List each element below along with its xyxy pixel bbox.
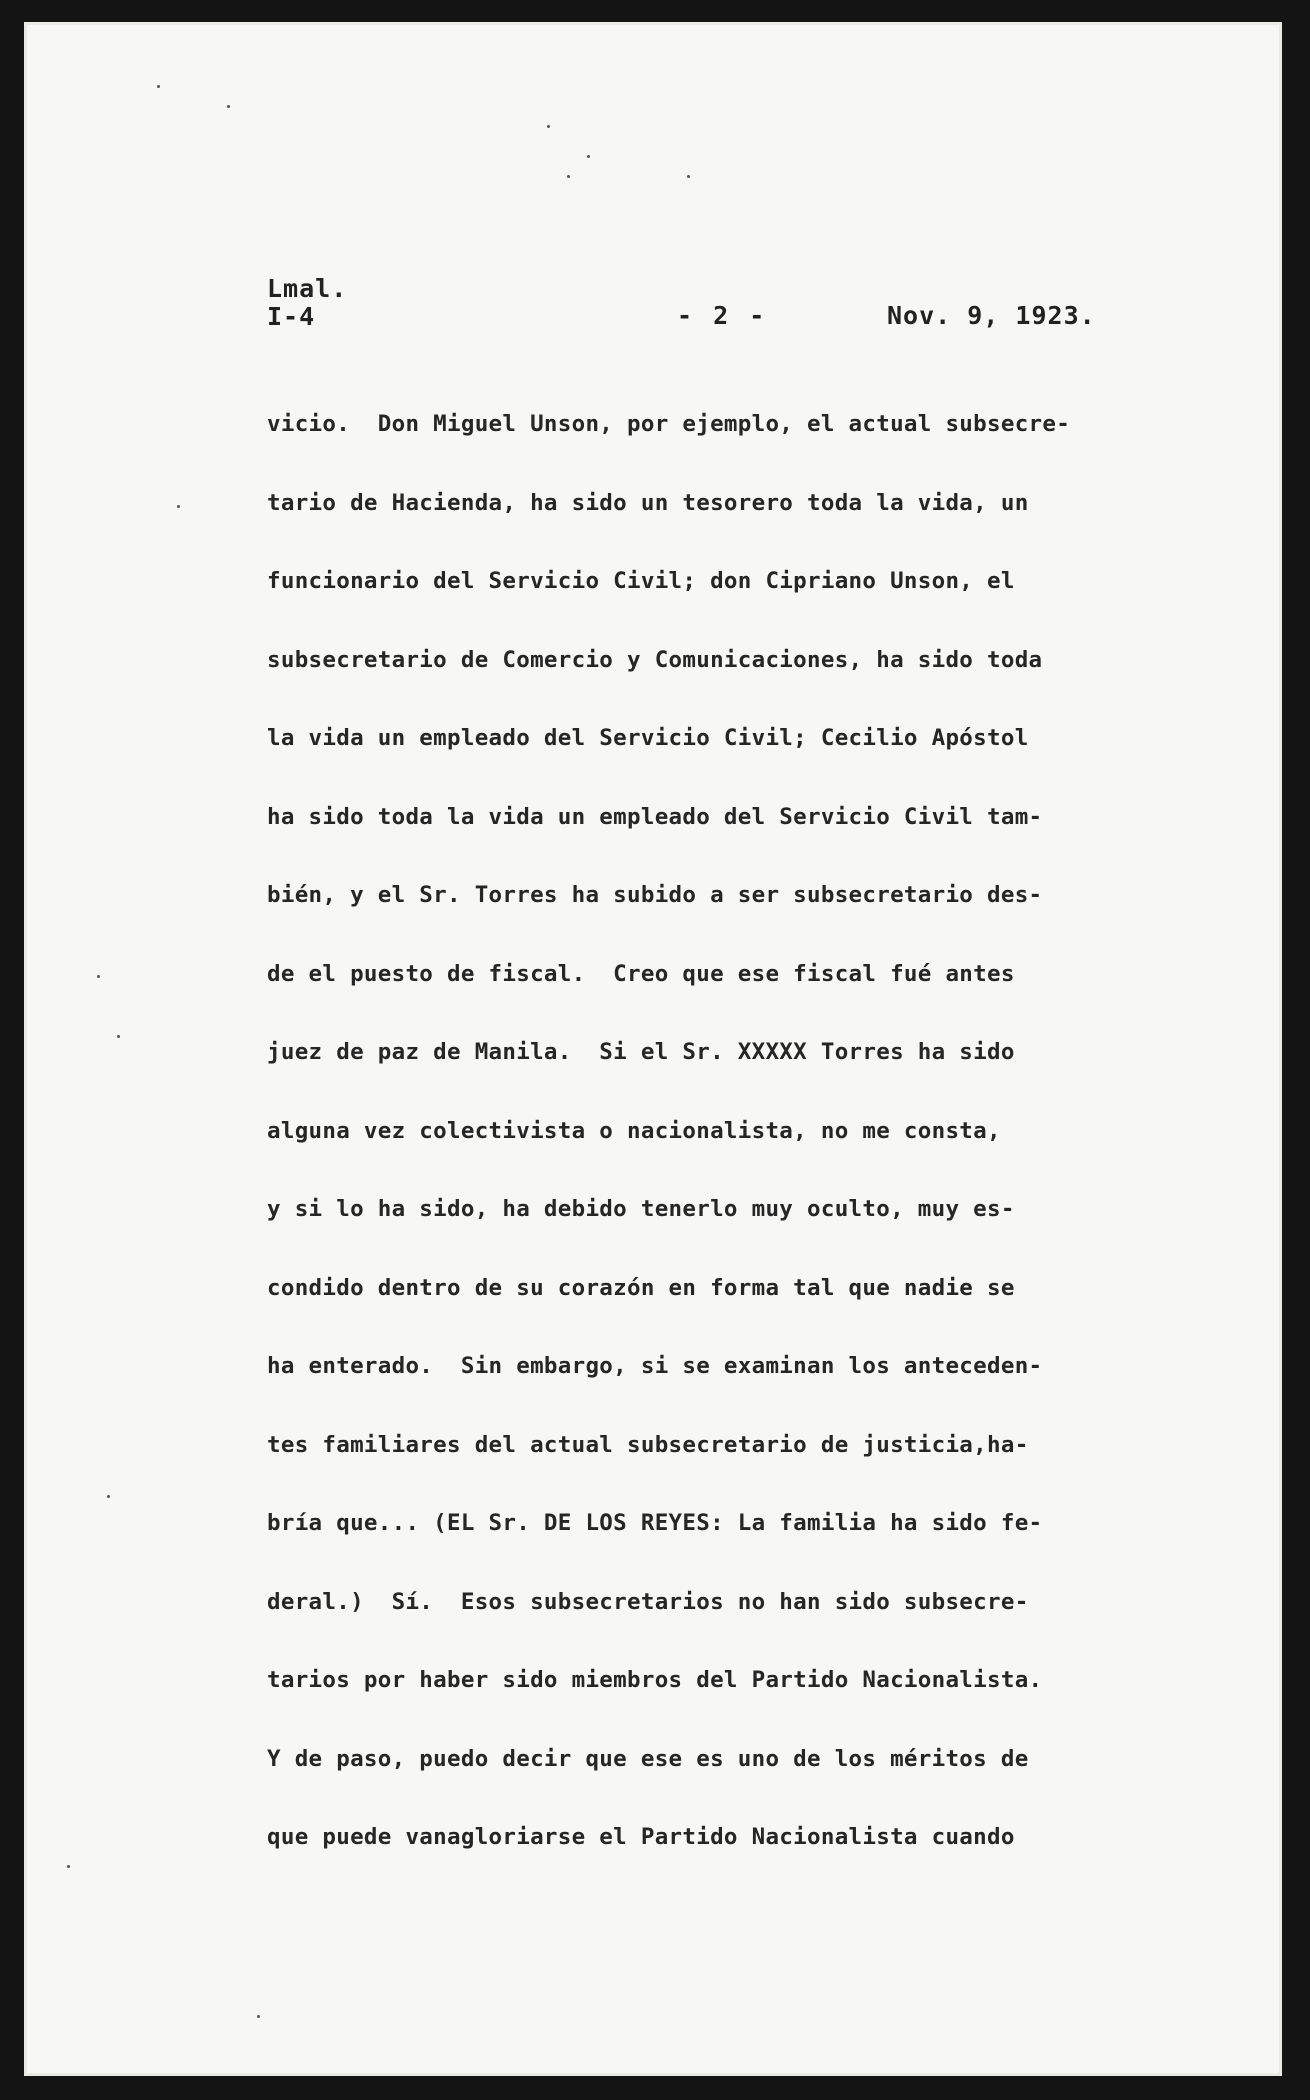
text-line: alguna vez colectivista o nacionalista, no me consta, — [267, 1117, 1001, 1144]
text-line: de el puesto de fiscal. Creo que ese fiscal fué antes — [267, 960, 1015, 987]
text-line: ha sido toda la vida un empleado del Servicio Civil tam- — [267, 803, 1043, 830]
page-header — [27, 275, 1279, 345]
scan-speck — [257, 2015, 260, 2018]
text-line: juez de paz de Manila. Si el Sr. XXXXX Torres ha sido — [267, 1039, 1015, 1065]
text-line: y si lo ha sido, ha debido tenerlo muy oculto, muy es- — [267, 1196, 1015, 1222]
text-line: deral.) Sí. Esos subsecretarios no han sido subsecre- — [267, 1588, 1029, 1615]
text-line: Y de paso, puedo decir que ese es uno de los méritos de — [267, 1745, 1029, 1772]
scan-speck — [177, 505, 180, 508]
text-line: vicio. Don Miguel Unson, por ejemplo, el actual subsecre- — [267, 411, 1071, 437]
document-date: Nov. 9, 1923. — [887, 301, 1096, 330]
text-line: funcionario del Servicio Civil; don Cipriano Unson, el — [267, 568, 1015, 594]
header-reference — [267, 275, 347, 331]
body-text — [267, 405, 1187, 1897]
header-reel: I-4 — [267, 302, 316, 331]
scan-speck — [687, 175, 690, 178]
text-line: la vida un empleado del Servicio Civil; Cecilio Apóstol — [267, 725, 1029, 751]
text-line: tarios por haber sido miembros del Partido Nacionalista. — [267, 1667, 1043, 1693]
scan-speck — [587, 155, 590, 158]
text-line: bién, y el Sr. Torres ha subido a ser subsecretario des- — [267, 882, 1043, 908]
text-line: que puede vanagloriarse el Partido Nacionalista cuando — [267, 1824, 1015, 1850]
text-line: bría que... (EL Sr. DE LOS REYES: La familia ha sido fe- — [267, 1510, 1043, 1536]
scan-speck — [547, 125, 550, 128]
text-line: tario de Hacienda, ha sido un tesorero toda la vida, un — [267, 489, 1029, 516]
typed-page — [24, 22, 1282, 2076]
text-line: condido dentro de su corazón en forma tal que nadie se — [267, 1274, 1015, 1301]
scan-speck — [67, 1865, 70, 1868]
scan-speck — [97, 975, 100, 978]
header-initials: Lmal. — [267, 274, 348, 303]
text-line: ha enterado. Sin embargo, si se examinan los anteceden- — [267, 1353, 1043, 1379]
text-line: subsecretario de Comercio y Comunicaciones, ha sido toda — [267, 646, 1043, 673]
scan-speck — [107, 1495, 110, 1498]
scan-speck — [567, 175, 570, 178]
page-number: - 2 - — [677, 301, 768, 330]
scan-speck — [117, 1035, 120, 1038]
scan-speck — [227, 105, 230, 108]
scan-speck — [157, 85, 160, 88]
text-line: tes familiares del actual subsecretario de justicia,ha- — [267, 1431, 1029, 1458]
